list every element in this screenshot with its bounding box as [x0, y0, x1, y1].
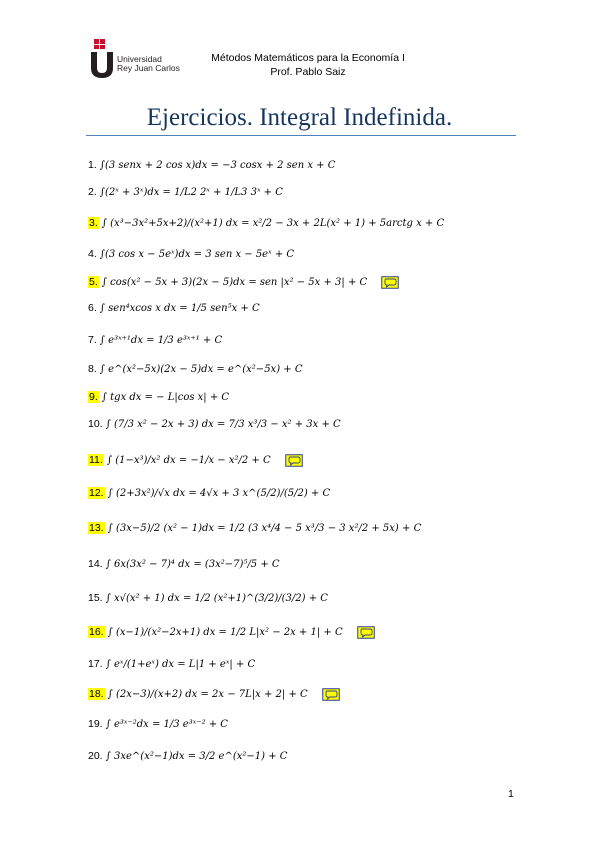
exercise-number: 14. — [88, 558, 103, 570]
exercise-number: 20. — [88, 750, 103, 762]
exercise-item — [88, 654, 255, 674]
exercise-number: 17. — [88, 658, 103, 670]
exercise-number: 8. — [88, 363, 97, 375]
exercise-number: 19. — [88, 718, 103, 730]
exercise-formula: ∫ eˣ/(1+eˣ) dx = L|1 + eˣ| + C — [105, 658, 256, 670]
exercise-item — [88, 414, 341, 434]
exercise-item — [88, 622, 375, 642]
exercise-item — [88, 588, 328, 608]
urjc-logo-icon — [88, 38, 116, 78]
title-divider — [86, 135, 516, 136]
comment-icon[interactable] — [322, 688, 340, 701]
exercise-number: 11. — [89, 454, 103, 466]
page-number: 1 — [508, 788, 514, 800]
exercise-formula: ∫ e³ˣ⁻²dx = 1/3 e³ˣ⁻² + C — [105, 718, 228, 730]
exercise-item — [88, 155, 335, 175]
exercise-formula: ∫ (1−x³)/x² dx = −1/x − x²/2 + C — [106, 454, 271, 466]
logo-text — [117, 55, 180, 73]
exercise-item — [88, 684, 340, 704]
exercise-formula: ∫ tgx dx = − L|cos x| + C — [101, 391, 230, 403]
exercise-item — [88, 714, 228, 734]
exercise-formula: ∫ (x−1)/(x²−2x+1) dx = 1/2 L|x² − 2x + 1| + C — [107, 626, 343, 638]
comment-icon[interactable] — [285, 454, 303, 467]
exercise-formula: ∫ 3xe^(x²−1)dx = 3/2 e^(x²−1) + C — [105, 750, 288, 762]
exercise-item — [88, 182, 283, 202]
page-title: Ejercicios. Integral Indefinida. — [146, 104, 453, 131]
exercise-number: 12. — [89, 487, 104, 499]
course-name: Métodos Matemáticos para la Economía I — [211, 52, 405, 64]
exercise-item — [88, 518, 421, 538]
exercise-item — [88, 450, 303, 470]
exercise-number: 16. — [89, 626, 104, 638]
exercise-number: 18. — [89, 688, 104, 700]
exercise-number: 1. — [88, 159, 97, 171]
comment-icon[interactable] — [381, 276, 399, 289]
exercise-formula: ∫ cos(x² − 5x + 3)(2x − 5)dx = sen |x² − 5x + 3| + C — [101, 276, 368, 288]
logo-text-line2: Rey Juan Carlos — [117, 63, 180, 73]
exercise-number: 2. — [88, 186, 97, 198]
exercise-number: 9. — [89, 391, 98, 403]
logo-text-line1: Universidad — [117, 54, 162, 64]
exercise-formula: ∫ (2x−3)/(x+2) dx = 2x − 7L|x + 2| + C — [107, 688, 308, 700]
exercise-item — [88, 213, 444, 233]
exercise-item — [88, 330, 222, 350]
exercise-formula: ∫ sen⁴xcos x dx = 1/5 sen⁵x + C — [99, 302, 260, 314]
exercise-item — [88, 244, 294, 264]
exercise-formula: ∫ (3x−5)/2 (x² − 1)dx = 1/2 (3 x⁴/4 − 5 x³/3 − 3 x²/2 + 5x) + C — [107, 522, 422, 534]
exercise-formula: ∫ e³ˣ⁺¹dx = 1/3 e³ˣ⁺¹ + C — [99, 334, 223, 346]
exercise-item — [88, 387, 229, 407]
exercise-formula: ∫(3 senx + 2 cos x)dx = −3 cosx + 2 sen x + C — [99, 159, 336, 171]
exercise-item — [88, 554, 280, 574]
exercise-number: 13. — [89, 522, 104, 534]
exercise-formula: ∫ (2+3x²)/√x dx = 4√x + 3 x^(5/2)/(5/2) + C — [107, 487, 331, 499]
exercise-item — [88, 483, 330, 503]
exercise-number: 7. — [88, 334, 97, 346]
exercise-formula: ∫ e^(x²−5x)(2x − 5)dx = e^(x²−5x) + C — [99, 363, 303, 375]
exercise-number: 15. — [88, 592, 103, 604]
exercise-number: 4. — [88, 248, 97, 260]
exercise-formula: ∫ x√(x² + 1) dx = 1/2 (x²+1)^(3/2)/(3/2) + C — [105, 592, 328, 604]
exercise-formula: ∫(3 cos x − 5eˣ)dx = 3 sen x − 5eˣ + C — [99, 248, 295, 260]
exercise-number: 3. — [89, 217, 98, 229]
exercise-formula: ∫ (x³−3x²+5x+2)/(x²+1) dx = x²/2 − 3x + 2L(x² + 1) + 5arctg x + C — [101, 217, 445, 229]
comment-icon[interactable] — [357, 626, 375, 639]
professor-name: Prof. Pablo Saiz — [270, 66, 346, 78]
exercise-number: 6. — [88, 302, 97, 314]
exercise-formula: ∫(2ˣ + 3ˣ)dx = 1/L2 2ˣ + 1/L3 3ˣ + C — [99, 186, 283, 198]
exercise-formula: ∫ (7/3 x² − 2x + 3) dx = 7/3 x³/3 − x² + 3x + C — [105, 418, 341, 430]
exercise-item — [88, 298, 260, 318]
exercise-item — [88, 359, 302, 379]
exercise-number: 5. — [89, 276, 98, 288]
exercise-formula: ∫ 6x(3x² − 7)⁴ dx = (3x²−7)⁵/5 + C — [105, 558, 280, 570]
exercise-item — [88, 746, 287, 766]
exercise-item — [88, 272, 399, 292]
exercise-number: 10. — [88, 418, 103, 430]
